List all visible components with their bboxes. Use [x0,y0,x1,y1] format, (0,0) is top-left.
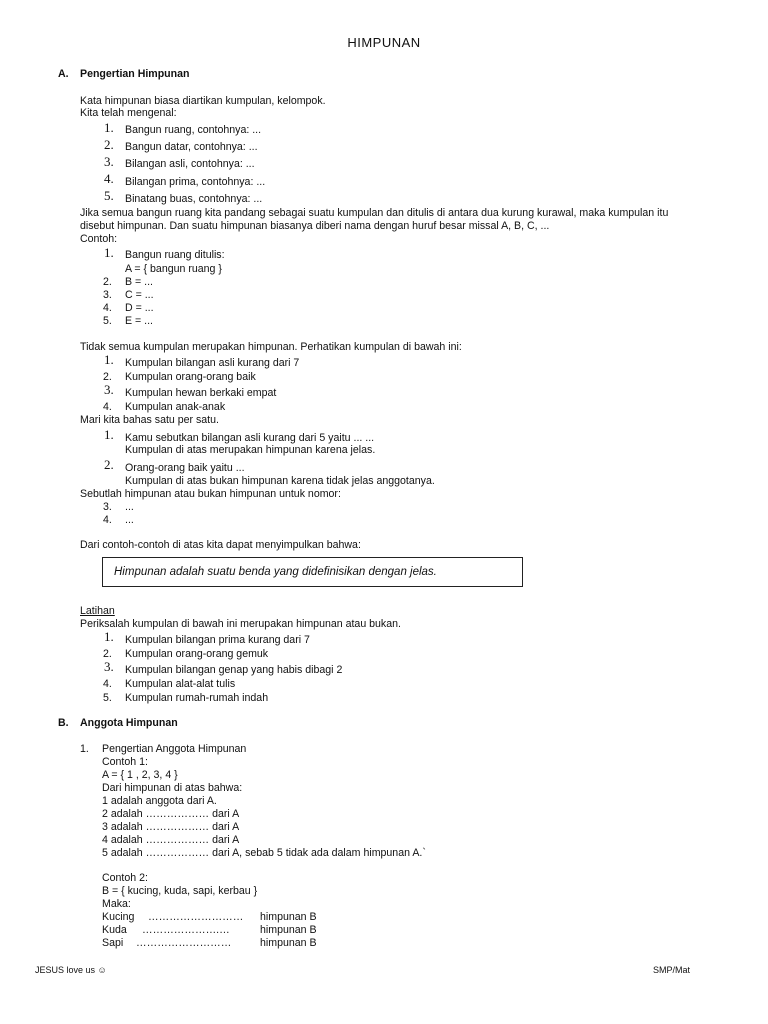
list-number: 2. [103,371,112,383]
fill-line: 2 adalah ……………… dari A [102,808,240,820]
list-number: 1. [104,245,114,260]
section-a-heading: Pengertian Himpunan [80,68,190,80]
list-number: 5. [103,315,112,327]
row-value: himpunan B [260,911,317,923]
list-number: 4. [103,678,112,690]
paragraph-line: Tidak semua kumpulan merupakan himpunan. Perhatikan kumpulan di bawah ini: [80,341,462,353]
row-dots: ………………….… [142,924,230,936]
list-item: D = ... [125,302,154,314]
list-item: Kumpulan bilangan genap yang habis dibagi 2 [125,664,343,676]
list-item: Bilangan asli, contohnya: ... [125,158,255,170]
intro-line: Kata himpunan biasa diartikan kumpulan, kelompok. [80,95,326,107]
section-b-heading: Anggota Himpunan [80,717,178,729]
intro-line: Kita telah mengenal: [80,107,177,119]
section-b-letter: B. [58,717,69,729]
list-number: 1. [104,352,114,367]
fill-line: 5 adalah ……………… dari A, sebab 5 tidak ada dalam himpunan A.` [102,847,426,859]
list-item: Orang-orang baik yaitu ... [125,462,245,474]
subheading: Pengertian Anggota Himpunan [102,743,247,755]
row-label: Kuda [102,924,127,936]
list-item: Kumpulan di atas merupakan himpunan karena jelas. [125,444,376,456]
row-label: Kucing [102,911,135,923]
list-number: 1. [80,743,89,755]
list-number: 4. [103,401,112,413]
paragraph-line: Jika semua bangun ruang kita pandang sebagai suatu kumpulan dan ditulis di antara dua kurung kurawal, maka kumpulan itu [80,207,669,219]
list-item: Kumpulan bilangan prima kurang dari 7 [125,634,310,646]
paragraph-line: 1 adalah anggota dari A. [102,795,217,807]
row-value: himpunan B [260,937,317,949]
contoh-label: Contoh: [80,233,118,245]
row-label: Sapi [102,937,124,949]
list-item: Bangun datar, contohnya: ... [125,141,258,153]
definition-box [102,557,523,587]
list-number: 4. [103,514,112,526]
definition-text: Himpunan adalah suatu benda yang didefinisikan dengan jelas. [114,566,437,578]
list-number: 3. [104,154,114,169]
paragraph-line: Sebutlah himpunan atau bukan himpunan untuk nomor: [80,488,341,500]
footer-left: JESUS love us ☺ [35,965,107,975]
list-number: 2. [104,457,114,472]
list-number: 2. [103,276,112,288]
list-item: Kumpulan bilangan asli kurang dari 7 [125,357,300,369]
row-dots: ……………………… [148,911,244,923]
paragraph-line: Mari kita bahas satu per satu. [80,414,219,426]
list-item: Binatang buas, contohnya: ... [125,193,263,205]
list-number: 3. [104,659,114,674]
list-number: 4. [103,302,112,314]
list-number: 1. [104,120,114,135]
fill-line: 4 adalah ……………… dari A [102,834,240,846]
list-item: Kumpulan hewan berkaki empat [125,387,277,399]
list-item: E = ... [125,315,153,327]
list-item: Bilangan prima, contohnya: ... [125,176,266,188]
list-number: 4. [104,171,114,186]
list-number: 2. [104,137,114,152]
paragraph-line: Maka: [102,898,131,910]
list-item: Kumpulan orang-orang gemuk [125,648,269,660]
list-number: 5. [104,188,114,203]
set-notation: A = { 1 , 2, 3, 4 } [102,769,178,781]
list-number: 3. [103,289,112,301]
row-value: himpunan B [260,924,317,936]
list-item: Kumpulan rumah-rumah indah [125,692,269,704]
list-item: Kamu sebutkan bilangan asli kurang dari 5 yaitu ... ... [125,432,375,444]
paragraph-line: disebut himpunan. Dan suatu himpunan biasanya diberi nama dengan huruf besar missal A, B, C, ... [80,220,550,232]
footer-right: SMP/Mat [653,965,691,975]
list-number: 3. [103,501,112,513]
fill-line: 3 adalah ……………… dari A [102,821,240,833]
list-item: Bangun ruang ditulis: [125,249,225,261]
list-item: C = ... [125,289,154,301]
contoh-label: Contoh 1: [102,756,148,768]
section-a-letter: A. [58,68,69,80]
list-item: Bangun ruang, contohnya: ... [125,124,262,136]
list-number: 2. [103,648,112,660]
latihan-heading: Latihan [80,605,115,617]
page-title: HIMPUNAN [347,35,421,50]
set-notation: B = { kucing, kuda, sapi, kerbau } [102,885,258,897]
row-dots: ……………………… [136,937,232,949]
list-item: Kumpulan alat-alat tulis [125,678,236,690]
paragraph-line: Dari himpunan di atas bahwa: [102,782,243,794]
list-item: Kumpulan orang-orang baik [125,371,256,383]
list-number: 1. [104,427,114,442]
list-item: Kumpulan anak-anak [125,401,226,413]
list-item: ... [125,501,134,513]
list-number: 3. [104,382,114,397]
list-item: A = { bangun ruang } [125,263,222,275]
list-number: 1. [104,629,114,644]
list-item: B = ... [125,276,153,288]
list-item: ... [125,514,134,526]
list-number: 5. [103,692,112,704]
contoh-label: Contoh 2: [102,872,148,884]
paragraph-line: Periksalah kumpulan di bawah ini merupakan himpunan atau bukan. [80,618,401,630]
list-item: Kumpulan di atas bukan himpunan karena tidak jelas anggotanya. [125,475,435,487]
paragraph-line: Dari contoh-contoh di atas kita dapat menyimpulkan bahwa: [80,539,361,551]
